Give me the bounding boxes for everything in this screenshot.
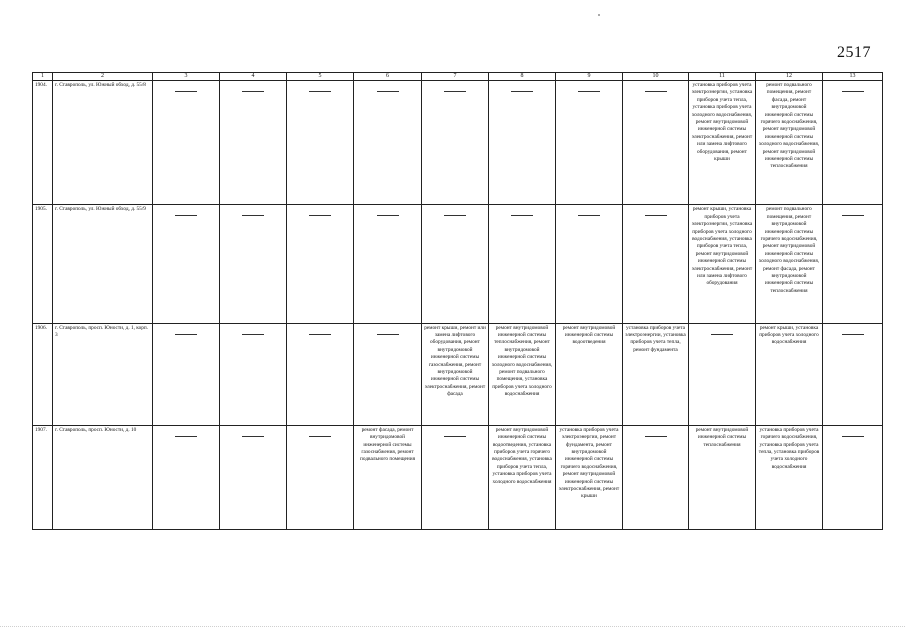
- dash-mark: [645, 215, 667, 216]
- work-list-cell: ремонт внутридомовой инженерной системы теплоснабжения: [689, 425, 756, 529]
- column-header: 10: [623, 73, 689, 81]
- empty-cell: [153, 425, 220, 529]
- scan-speck: [598, 14, 600, 16]
- dash-mark: [842, 436, 864, 437]
- work-list-cell: ремонт крыши, ремонт или замена лифтового оборудования, ремонт внутридомовой инженерной системы газоснабжения, ремонт внутридомовой инженерной системы электроснабжения, ремонт фасада: [422, 323, 489, 425]
- empty-cell: [354, 81, 422, 205]
- dash-mark: [578, 215, 600, 216]
- table-row: [33, 323, 883, 425]
- dash-mark: [242, 334, 264, 335]
- dash-mark: [309, 334, 331, 335]
- empty-cell: [354, 205, 422, 323]
- dash-mark: [242, 91, 264, 92]
- empty-cell: [489, 205, 556, 323]
- work-list-cell: ремонт внутридомовой инженерной системы теплоснабжения, ремонт внутридомовой инженерной системы холодного водоснабжения, ремонт подвального помещения, установка приборов учета холодного водоснабжения: [489, 323, 556, 425]
- dash-mark: [511, 215, 533, 216]
- column-header: 5: [287, 73, 354, 81]
- empty-cell: [823, 425, 883, 529]
- dash-mark: [444, 436, 466, 437]
- empty-cell: [220, 205, 287, 323]
- scan-noise-line: [0, 626, 905, 630]
- table-row: [33, 425, 883, 529]
- work-list-cell: установка приборов учета электроэнергии, установка приборов учета тепла, установка приборов учета холодного водоснабжения, ремонт внутридомовой инженерной системы электроснабжения, ремонт или замена лифтового оборудования, ремонт крыши: [689, 81, 756, 205]
- empty-cell: [287, 81, 354, 205]
- empty-cell: [422, 81, 489, 205]
- column-header: 13: [823, 73, 883, 81]
- dash-mark: [842, 334, 864, 335]
- dash-mark: [377, 91, 399, 92]
- work-list-cell: установка приборов учета горячего водоснабжения, установка приборов учета тепла, установка приборов учета холодного водоснабжения: [756, 425, 823, 529]
- empty-cell: [823, 323, 883, 425]
- column-header: 2: [53, 73, 153, 81]
- empty-cell: [153, 81, 220, 205]
- dash-mark: [175, 91, 197, 92]
- column-header: 4: [220, 73, 287, 81]
- empty-cell: [623, 205, 689, 323]
- dash-mark: [711, 334, 733, 335]
- dash-mark: [242, 215, 264, 216]
- empty-cell: [153, 205, 220, 323]
- work-list-cell: установка приборов учета электроэнергии, ремонт фундамента, ремонт внутридомовой инженерной системы горячего водоснабжения, ремонт внутридомовой инженерной системы электроснабжения, ремонт крыши: [556, 425, 623, 529]
- dash-mark: [377, 215, 399, 216]
- dash-mark: [645, 91, 667, 92]
- work-list-cell: ремонт подвального помещения, ремонт фасада, ремонт внутридомовой инженерной системы горячего водоснабжения, ремонт внутридомовой инженерной системы холодного водоснабжения, ремонт внутридомовой инженерной системы теплоснабжения: [756, 81, 823, 205]
- dash-mark: [309, 215, 331, 216]
- empty-cell: [220, 323, 287, 425]
- work-list-cell: ремонт внутридомовой инженерной системы водоотведения, установка приборов учета горячего водоснабжения, установка приборов учета тепла, установка приборов учета холодного водоснабжения: [489, 425, 556, 529]
- empty-cell: [623, 81, 689, 205]
- work-list-cell: ремонт крыши, установка приборов учета холодного водоснабжения: [756, 323, 823, 425]
- address-cell: г. Ставрополь, ул. Южный обход, д. 55/8: [53, 81, 153, 205]
- column-header: 6: [354, 73, 422, 81]
- column-number-row: [33, 73, 883, 81]
- table-row: [33, 205, 883, 323]
- column-header: 12: [756, 73, 823, 81]
- row-number: 1905.: [33, 205, 53, 323]
- column-header: 7: [422, 73, 489, 81]
- column-header: 8: [489, 73, 556, 81]
- address-cell: г. Ставрополь, просп. Юности, д. 1, корп. 3: [53, 323, 153, 425]
- empty-cell: [422, 425, 489, 529]
- empty-cell: [220, 425, 287, 529]
- empty-cell: [556, 81, 623, 205]
- empty-cell: [623, 425, 689, 529]
- empty-cell: [823, 81, 883, 205]
- dash-mark: [175, 436, 197, 437]
- dash-mark: [309, 91, 331, 92]
- empty-cell: [287, 323, 354, 425]
- work-list-cell: ремонт крыши, установка приборов учета электроэнергии, установка приборов учета холодного водоснабжения, установка приборов учета тепла, ремонт внутридомовой инженерной системы электроснабжения, ремонт или замена лифтового оборудования: [689, 205, 756, 323]
- address-cell: г. Ставрополь, просп. Юности, д. 10: [53, 425, 153, 529]
- row-number: 1904.: [33, 81, 53, 205]
- dash-mark: [242, 436, 264, 437]
- work-list-cell: ремонт внутридомовой инженерной системы водоотведения: [556, 323, 623, 425]
- dash-mark: [511, 91, 533, 92]
- work-list-cell: установка приборов учета электроэнергии, установка приборов учета тепла, ремонт фундамента: [623, 323, 689, 425]
- work-list-cell: ремонт подвального помещения, ремонт внутридомовой инженерной системы горячего водоснабжения, ремонт внутридомовой инженерной системы холодного водоснабжения, ремонт фасада, ремонт внутридомовой инженерной системы теплоснабжения: [756, 205, 823, 323]
- dash-mark: [444, 215, 466, 216]
- empty-cell: [287, 425, 354, 529]
- column-header: 1: [33, 73, 53, 81]
- empty-cell: [287, 205, 354, 323]
- dash-mark: [444, 91, 466, 92]
- empty-cell: [556, 205, 623, 323]
- column-header: 9: [556, 73, 623, 81]
- column-header: 3: [153, 73, 220, 81]
- empty-cell: [823, 205, 883, 323]
- dash-mark: [645, 436, 667, 437]
- empty-cell: [153, 323, 220, 425]
- empty-cell: [354, 323, 422, 425]
- empty-cell: [422, 205, 489, 323]
- address-cell: г. Ставрополь, ул. Южный обход, д. 55/9: [53, 205, 153, 323]
- empty-cell: [220, 81, 287, 205]
- repair-schedule-table: [32, 72, 883, 530]
- empty-cell: [689, 323, 756, 425]
- page-number: 2517: [837, 44, 871, 61]
- dash-mark: [842, 215, 864, 216]
- column-header: 11: [689, 73, 756, 81]
- dash-mark: [175, 215, 197, 216]
- row-number: 1906.: [33, 323, 53, 425]
- work-list-cell: ремонт фасада, ремонт внутридомовой инженерной системы газоснабжения, ремонт подвального помещения: [354, 425, 422, 529]
- empty-cell: [489, 81, 556, 205]
- dash-mark: [309, 436, 331, 437]
- dash-mark: [377, 334, 399, 335]
- dash-mark: [842, 91, 864, 92]
- row-number: 1907.: [33, 425, 53, 529]
- dash-mark: [175, 334, 197, 335]
- table-row: [33, 81, 883, 205]
- dash-mark: [578, 91, 600, 92]
